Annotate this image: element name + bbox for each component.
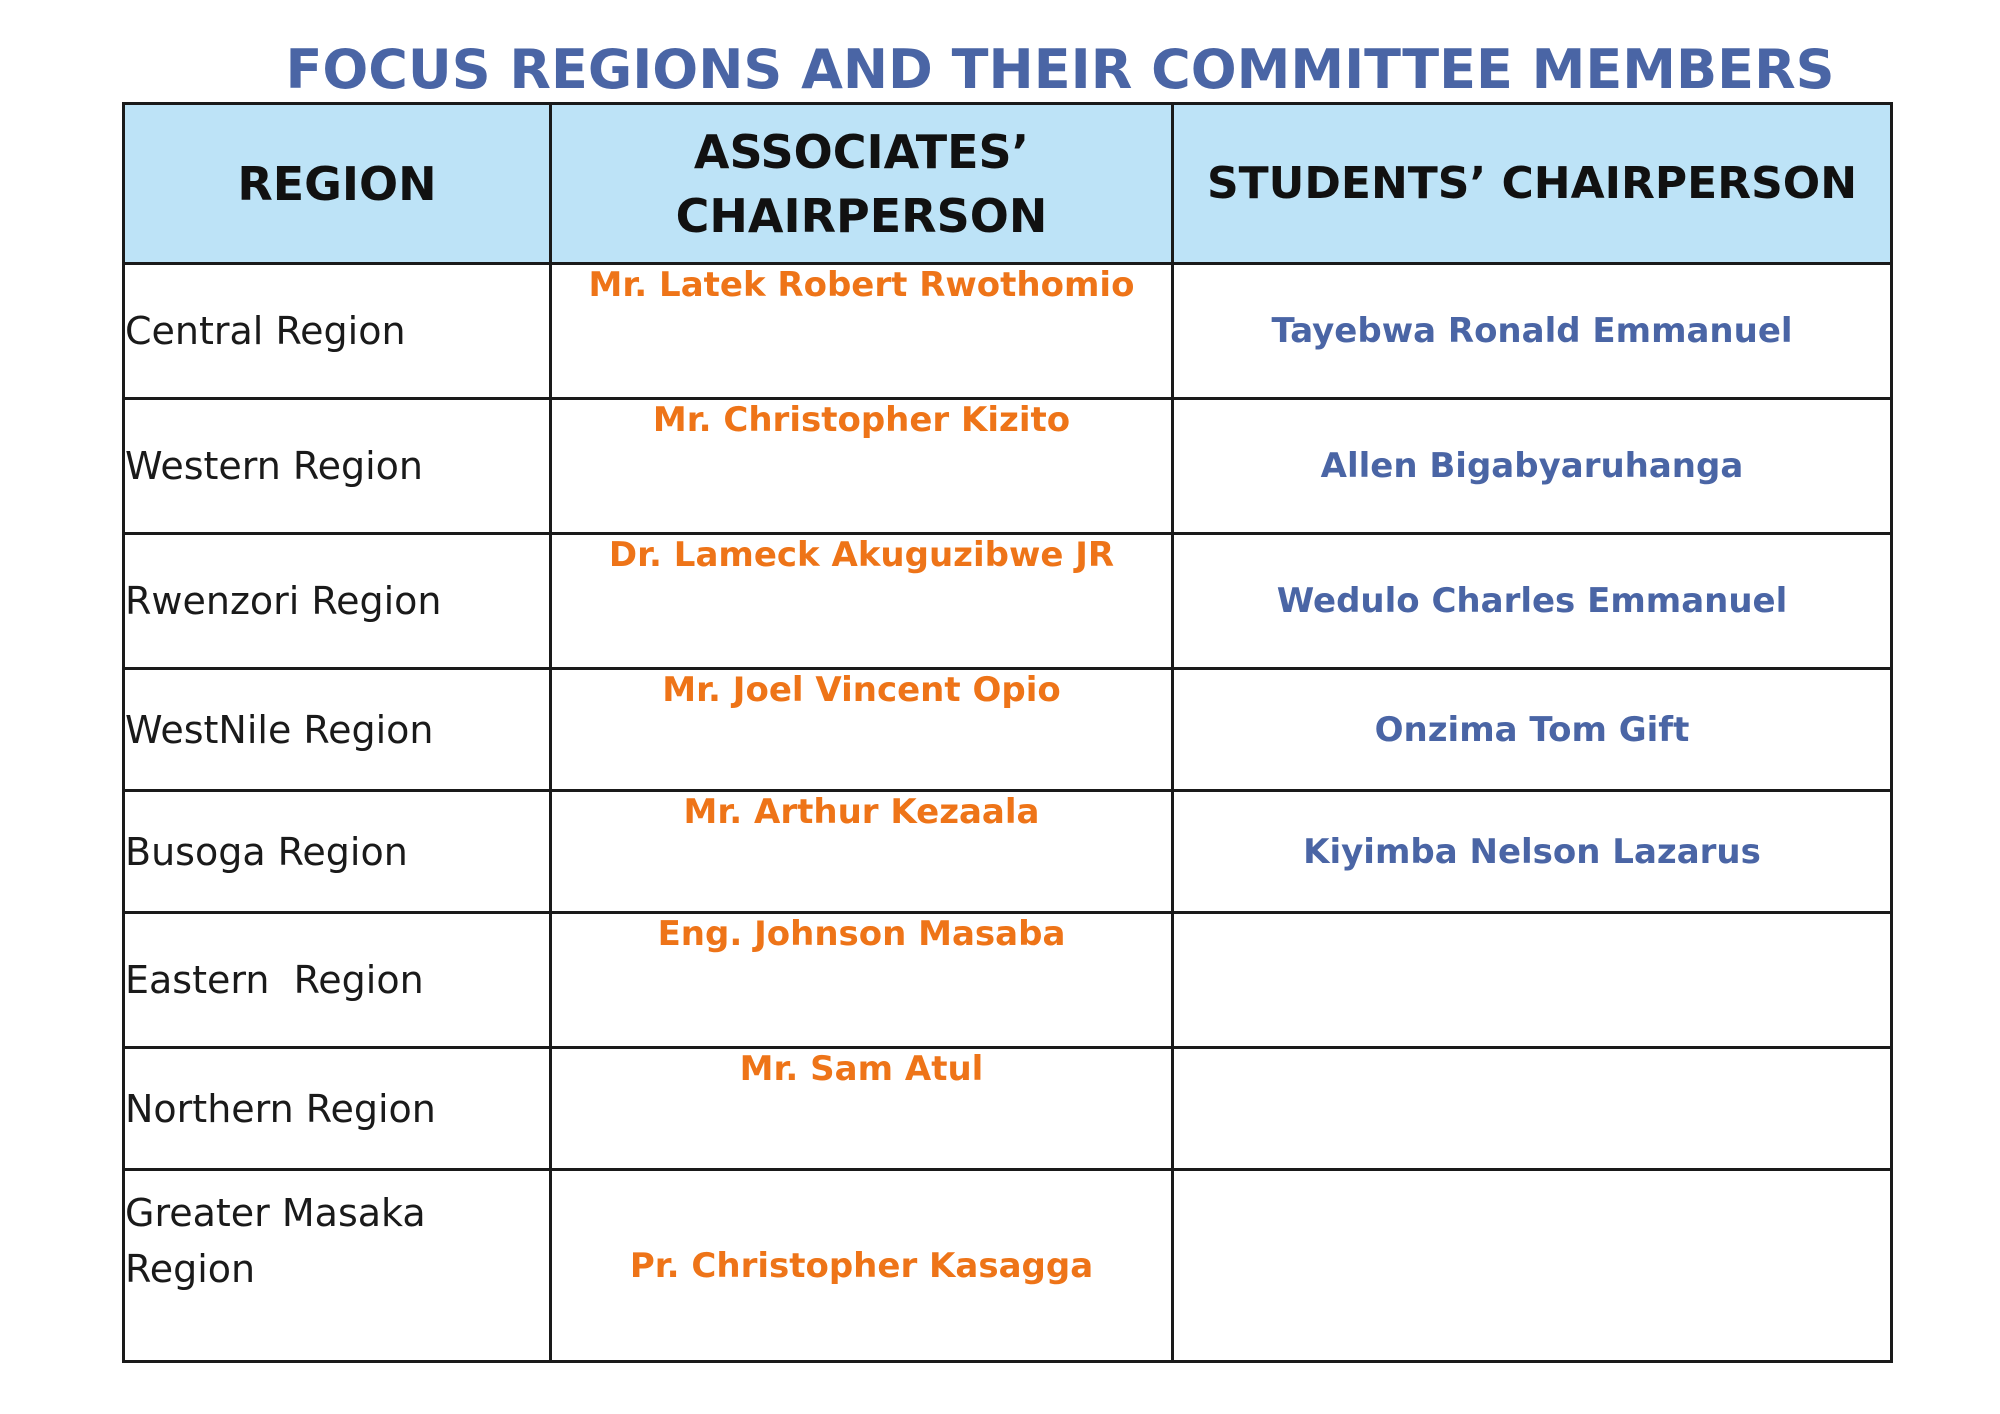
region-name: Busoga Region (124, 791, 551, 913)
associates-chairperson: Mr. Christopher Kizito (551, 399, 1173, 534)
associates-chairperson: Mr. Joel Vincent Opio (551, 669, 1173, 791)
associates-chairperson: Dr. Lameck Akuguzibwe JR (551, 534, 1173, 669)
students-chairperson (1173, 913, 1892, 1048)
associates-chairperson: Mr. Arthur Kezaala (551, 791, 1173, 913)
students-chairperson (1173, 1170, 1892, 1362)
regions-table (122, 102, 1893, 1363)
table-row (124, 913, 1892, 1048)
header-students-chairperson: STUDENTS’ CHAIRPERSON (1173, 104, 1892, 264)
region-name: Greater Masaka Region (124, 1170, 551, 1362)
associates-chairperson: Mr. Latek Robert Rwothomio (551, 264, 1173, 399)
header-region: REGION (124, 104, 551, 264)
students-chairperson: Kiyimba Nelson Lazarus (1173, 791, 1892, 913)
region-name: Central Region (124, 264, 551, 399)
table-row (124, 1170, 1892, 1362)
students-chairperson: Allen Bigabyaruhanga (1173, 399, 1892, 534)
table-row (124, 534, 1892, 669)
associates-chairperson: Eng. Johnson Masaba (551, 913, 1173, 1048)
associates-chairperson: Mr. Sam Atul (551, 1048, 1173, 1170)
table-row (124, 399, 1892, 534)
students-chairperson (1173, 1048, 1892, 1170)
region-name: Northern Region (124, 1048, 551, 1170)
region-name: Rwenzori Region (124, 534, 551, 669)
region-name: WestNile Region (124, 669, 551, 791)
table-header-row (124, 104, 1892, 264)
table-row (124, 264, 1892, 399)
header-associates-chairperson: ASSOCIATES’ CHAIRPERSON (551, 104, 1173, 264)
students-chairperson: Onzima Tom Gift (1173, 669, 1892, 791)
table-row (124, 1048, 1892, 1170)
table-row (124, 791, 1892, 913)
table-row (124, 669, 1892, 791)
page-title: FOCUS REGIONS AND THEIR COMMITTEE MEMBERS (285, 38, 1835, 101)
associates-chairperson: Pr. Christopher Kasagga (551, 1170, 1173, 1362)
students-chairperson: Tayebwa Ronald Emmanuel (1173, 264, 1892, 399)
region-name: Eastern Region (124, 913, 551, 1048)
region-name: Western Region (124, 399, 551, 534)
students-chairperson: Wedulo Charles Emmanuel (1173, 534, 1892, 669)
